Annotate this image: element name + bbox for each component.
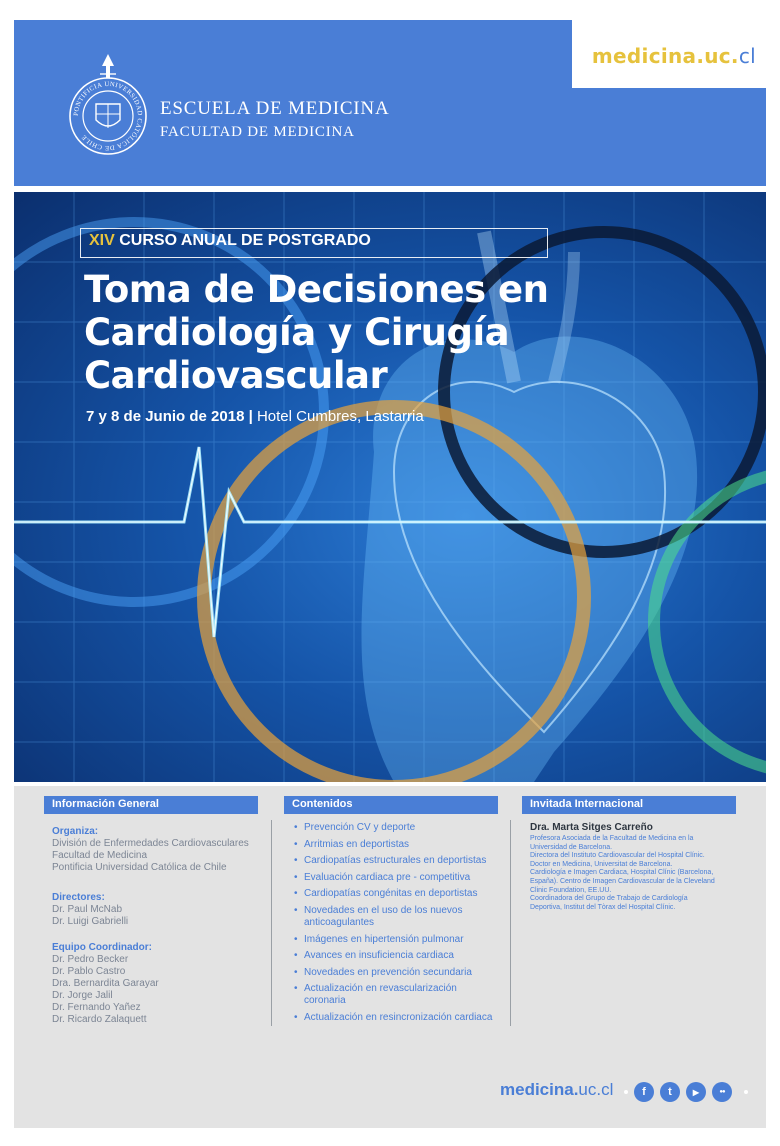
- organiza-block: Organiza: División de Enfermedades Cardiovasculares Facultad de Medicina Pontificia Universidad Católica de Chile: [52, 826, 249, 873]
- footer-url[interactable]: medicina.uc.cl: [500, 1080, 614, 1099]
- list-item: • Avances en insuficiencia cardiaca: [294, 950, 498, 962]
- twitter-icon[interactable]: t: [660, 1082, 680, 1102]
- title-line3: Cardiovascular: [84, 354, 388, 397]
- event-title: [84, 268, 644, 397]
- school-name: [160, 98, 389, 141]
- contenidos-list: [284, 822, 498, 1024]
- guest-bio: Profesora Asociada de la Facultad de Medicina en la Universidad de Barcelona. Directora del Instituto Cardiovascular del Hospital Clínic. Doctor en Medicina, Universitat de Barcelona. Cardiología e Imagen Cardiaca, Hospital Clínic (Barcelona, España). Centro de Imagen Cardiovascular de la Cleveland Clinic Foundation, EE.UU. Coordinadora del Grupo de Trabajo de Cardiología Deportiva, Institut del Tòrax del Hospital Clínic.: [530, 835, 715, 911]
- hero-image: [14, 192, 766, 782]
- course-label-box: [80, 228, 548, 258]
- list-item: • Actualización en resincronización cardiaca: [294, 1012, 498, 1024]
- event-dates: 7 y 8 de Junio de 2018: [86, 408, 245, 425]
- equipo-block: Equipo Coordinador: Dr. Pedro Becker Dr. Pablo Castro Dra. Bernardita Garayar Dr. Jorge Jalil Dr. Fernando Yañez Dr. Ricardo Zalaquett: [52, 942, 159, 1025]
- svg-text:PONTIFICIA UNIVERSIDAD CATÓLIC: PONTIFICIA UNIVERSIDAD CATÓLICA DE CHILE: [72, 80, 144, 152]
- column-divider: [510, 820, 511, 1026]
- info-general-heading: Información General: [44, 796, 258, 814]
- contenidos-column: [284, 796, 498, 1029]
- list-item: • Novedades en prevención secundaria: [294, 967, 498, 979]
- list-item: • Prevención CV y deporte: [294, 822, 498, 834]
- school-line2: FACULTAD DE MEDICINA: [160, 124, 355, 140]
- course-number: XIV: [89, 232, 115, 249]
- flickr-icon[interactable]: ●●: [712, 1082, 732, 1102]
- youtube-icon[interactable]: ▶: [686, 1082, 706, 1102]
- header-url-tab[interactable]: [570, 20, 766, 90]
- header-banner: [14, 20, 766, 186]
- university-seal-icon: [66, 46, 150, 160]
- directores-block: Directores: Dr. Paul McNab Dr. Luigi Gabrielli: [52, 892, 129, 927]
- column-divider: [271, 820, 272, 1026]
- title-line1: Toma de Decisiones en: [84, 268, 549, 311]
- separator-dot: [624, 1090, 628, 1094]
- list-item: • Arritmias en deportistas: [294, 839, 498, 851]
- social-links: [618, 1082, 754, 1102]
- header-url[interactable]: medicina.uc.cl: [591, 44, 756, 68]
- info-panel: [14, 786, 766, 1128]
- list-item: • Actualización en revascularización coronaria: [294, 983, 498, 1007]
- info-general-column: [44, 796, 258, 1026]
- title-line2: Cardiología y Cirugía: [84, 311, 510, 354]
- contenidos-heading: Contenidos: [284, 796, 498, 814]
- course-label: CURSO ANUAL DE POSTGRADO: [119, 232, 371, 249]
- list-item: • Cardiopatías estructurales en deportistas: [294, 855, 498, 867]
- school-line1: ESCUELA DE MEDICINA: [160, 98, 390, 119]
- event-venue: Hotel Cumbres, Lastarria: [256, 408, 424, 425]
- dateline-separator: |: [248, 408, 253, 425]
- invitada-heading: Invitada Internacional: [522, 796, 736, 814]
- separator-dot: [744, 1090, 748, 1094]
- list-item: • Imágenes en hipertensión pulmonar: [294, 934, 498, 946]
- facebook-icon[interactable]: f: [634, 1082, 654, 1102]
- guest-name: Dra. Marta Sitges Carreño: [530, 822, 653, 833]
- list-item: • Cardiopatías congénitas en deportistas: [294, 888, 498, 900]
- list-item: • Novedades en el uso de los nuevos anticoagulantes: [294, 905, 498, 929]
- event-dateline: [86, 408, 424, 425]
- invitada-column: [522, 796, 736, 912]
- list-item: • Evaluación cardiaca pre - competitiva: [294, 872, 498, 884]
- guest-profile: [522, 822, 736, 912]
